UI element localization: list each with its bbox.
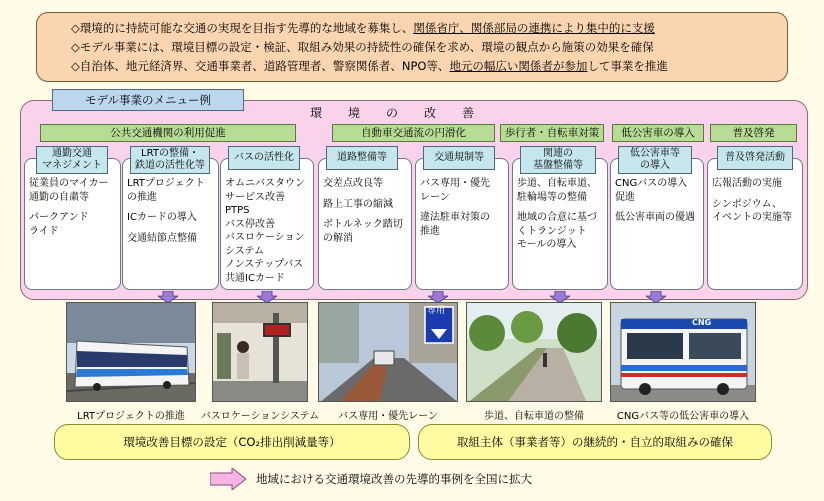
caption-bus-lane: バス専用・優先レーン xyxy=(338,411,438,422)
card-item: 低公害車両の優遇 xyxy=(615,212,695,223)
card-item: 交通結節点整備 xyxy=(127,232,197,244)
card-item: 違法駐車対策の 推進 xyxy=(420,212,490,237)
card-header-commute: 通勤交通 マネジメント xyxy=(36,146,108,174)
photo-lrt xyxy=(66,302,196,402)
card-header-lrt: LRTの整備・ 鉄道の活性化等 xyxy=(130,146,210,174)
card-lrt-rail xyxy=(122,158,219,290)
card-item: 地域の合意に基づくトランジット モールの導入 xyxy=(517,212,597,250)
category-traffic-flow: 自動車交通流の円滑化 xyxy=(332,124,495,142)
summary-box xyxy=(36,12,788,82)
card-header-regulation: 交通規制等 xyxy=(423,146,495,170)
card-awareness-activities xyxy=(707,158,803,290)
menu-title: モデル事業のメニュー例 xyxy=(52,89,244,111)
card-item: CNGバスの導入 促進 xyxy=(615,178,688,203)
right-arrow-icon xyxy=(210,468,246,490)
caption-cng-bus: CNGバス等の低公害車の導入 xyxy=(616,411,750,422)
card-header-low-emission: 低公害車等 の導入 xyxy=(618,146,692,174)
environment-heading: 環境の改善 xyxy=(310,106,501,120)
category-public-transport: 公共交通機関の利用促進 xyxy=(40,124,296,142)
caption-bus-location: バスロケーションシステム xyxy=(200,411,320,422)
card-low-emission-vehicles xyxy=(610,158,704,290)
photo-sidewalk xyxy=(466,302,602,402)
caption-sidewalk: 歩道、自転車道の整備 xyxy=(484,411,584,422)
card-infrastructure xyxy=(512,158,608,290)
spread-statement: 地域における交通環境改善の先導的事例を全国に拡大 xyxy=(256,472,532,486)
card-item: 路上工事の縮減 xyxy=(323,198,393,210)
card-item: 交差点改良等 xyxy=(323,178,383,189)
card-header-road: 道路整備等 xyxy=(326,146,398,170)
card-commute-management xyxy=(24,158,121,290)
card-road-development xyxy=(318,158,412,290)
category-pedestrian-bicycle: 歩行者・自転車対策 xyxy=(500,124,604,142)
card-header-infrastructure: 関連の 基盤整備等 xyxy=(520,146,596,174)
target-setting-box: 環境改善目標の設定（CO₂排出削減量等） xyxy=(54,424,410,460)
summary-line-3: ◇自治体、地元経済界、交通事業者、道路管理者、警察関係者、NPO等、地元の幅広い関係者が参加して事業を推進 xyxy=(71,59,668,73)
photo-bus-location xyxy=(212,302,308,402)
bus-lane-sign-text: 専用 xyxy=(426,306,445,316)
category-awareness: 普及啓発 xyxy=(710,124,797,142)
card-item: オムニバスタウン サービス改善 PTPS バス停改善 バスロケーション システム ノンステップバス 共通ICカード xyxy=(225,178,305,284)
card-header-awareness: 普及啓発活動 xyxy=(717,146,793,170)
card-item: ICカードの導入 xyxy=(127,212,197,223)
card-item: 広報活動の実施 xyxy=(712,178,782,189)
card-header-bus: バスの活性化 xyxy=(228,146,300,170)
cng-bus-label: CNG xyxy=(692,318,712,327)
summary-line-1: ◇環境的に持続可能な交通の実現を目指す先導的な地域を募集し、関係省庁、関係部局の連携により集中的に支援 xyxy=(71,21,655,35)
photo-cng-bus xyxy=(610,302,756,402)
caption-lrt: LRTプロジェクトの推進 xyxy=(77,411,185,422)
card-bus-revitalization xyxy=(220,158,314,290)
card-item: パークアンド ライド xyxy=(29,212,89,237)
card-item: LRTプロジェクトの推進 xyxy=(127,178,205,203)
card-item: バス専用・優先 レーン xyxy=(420,178,490,203)
summary-line-2: ◇モデル事業には、環境目標の設定・検証、取組み効果の持続性の確保を求め、環境の観点から施策の効果を確保 xyxy=(71,40,654,54)
card-traffic-regulation xyxy=(415,158,509,290)
card-item: ボトルネック踏切の解消 xyxy=(323,219,403,244)
sustained-efforts-box: 取組主体（事業者等）の継続的・自立的取組みの確保 xyxy=(418,424,772,460)
card-item: 歩道、自転車道、駐輪場等の整備 xyxy=(517,178,597,203)
card-item: シンポジウム、 イベントの実施等 xyxy=(712,198,792,223)
card-item: 従業員のマイカー通勤の自粛等 xyxy=(29,178,109,203)
category-low-emission: 低公害車の導入 xyxy=(612,124,704,142)
